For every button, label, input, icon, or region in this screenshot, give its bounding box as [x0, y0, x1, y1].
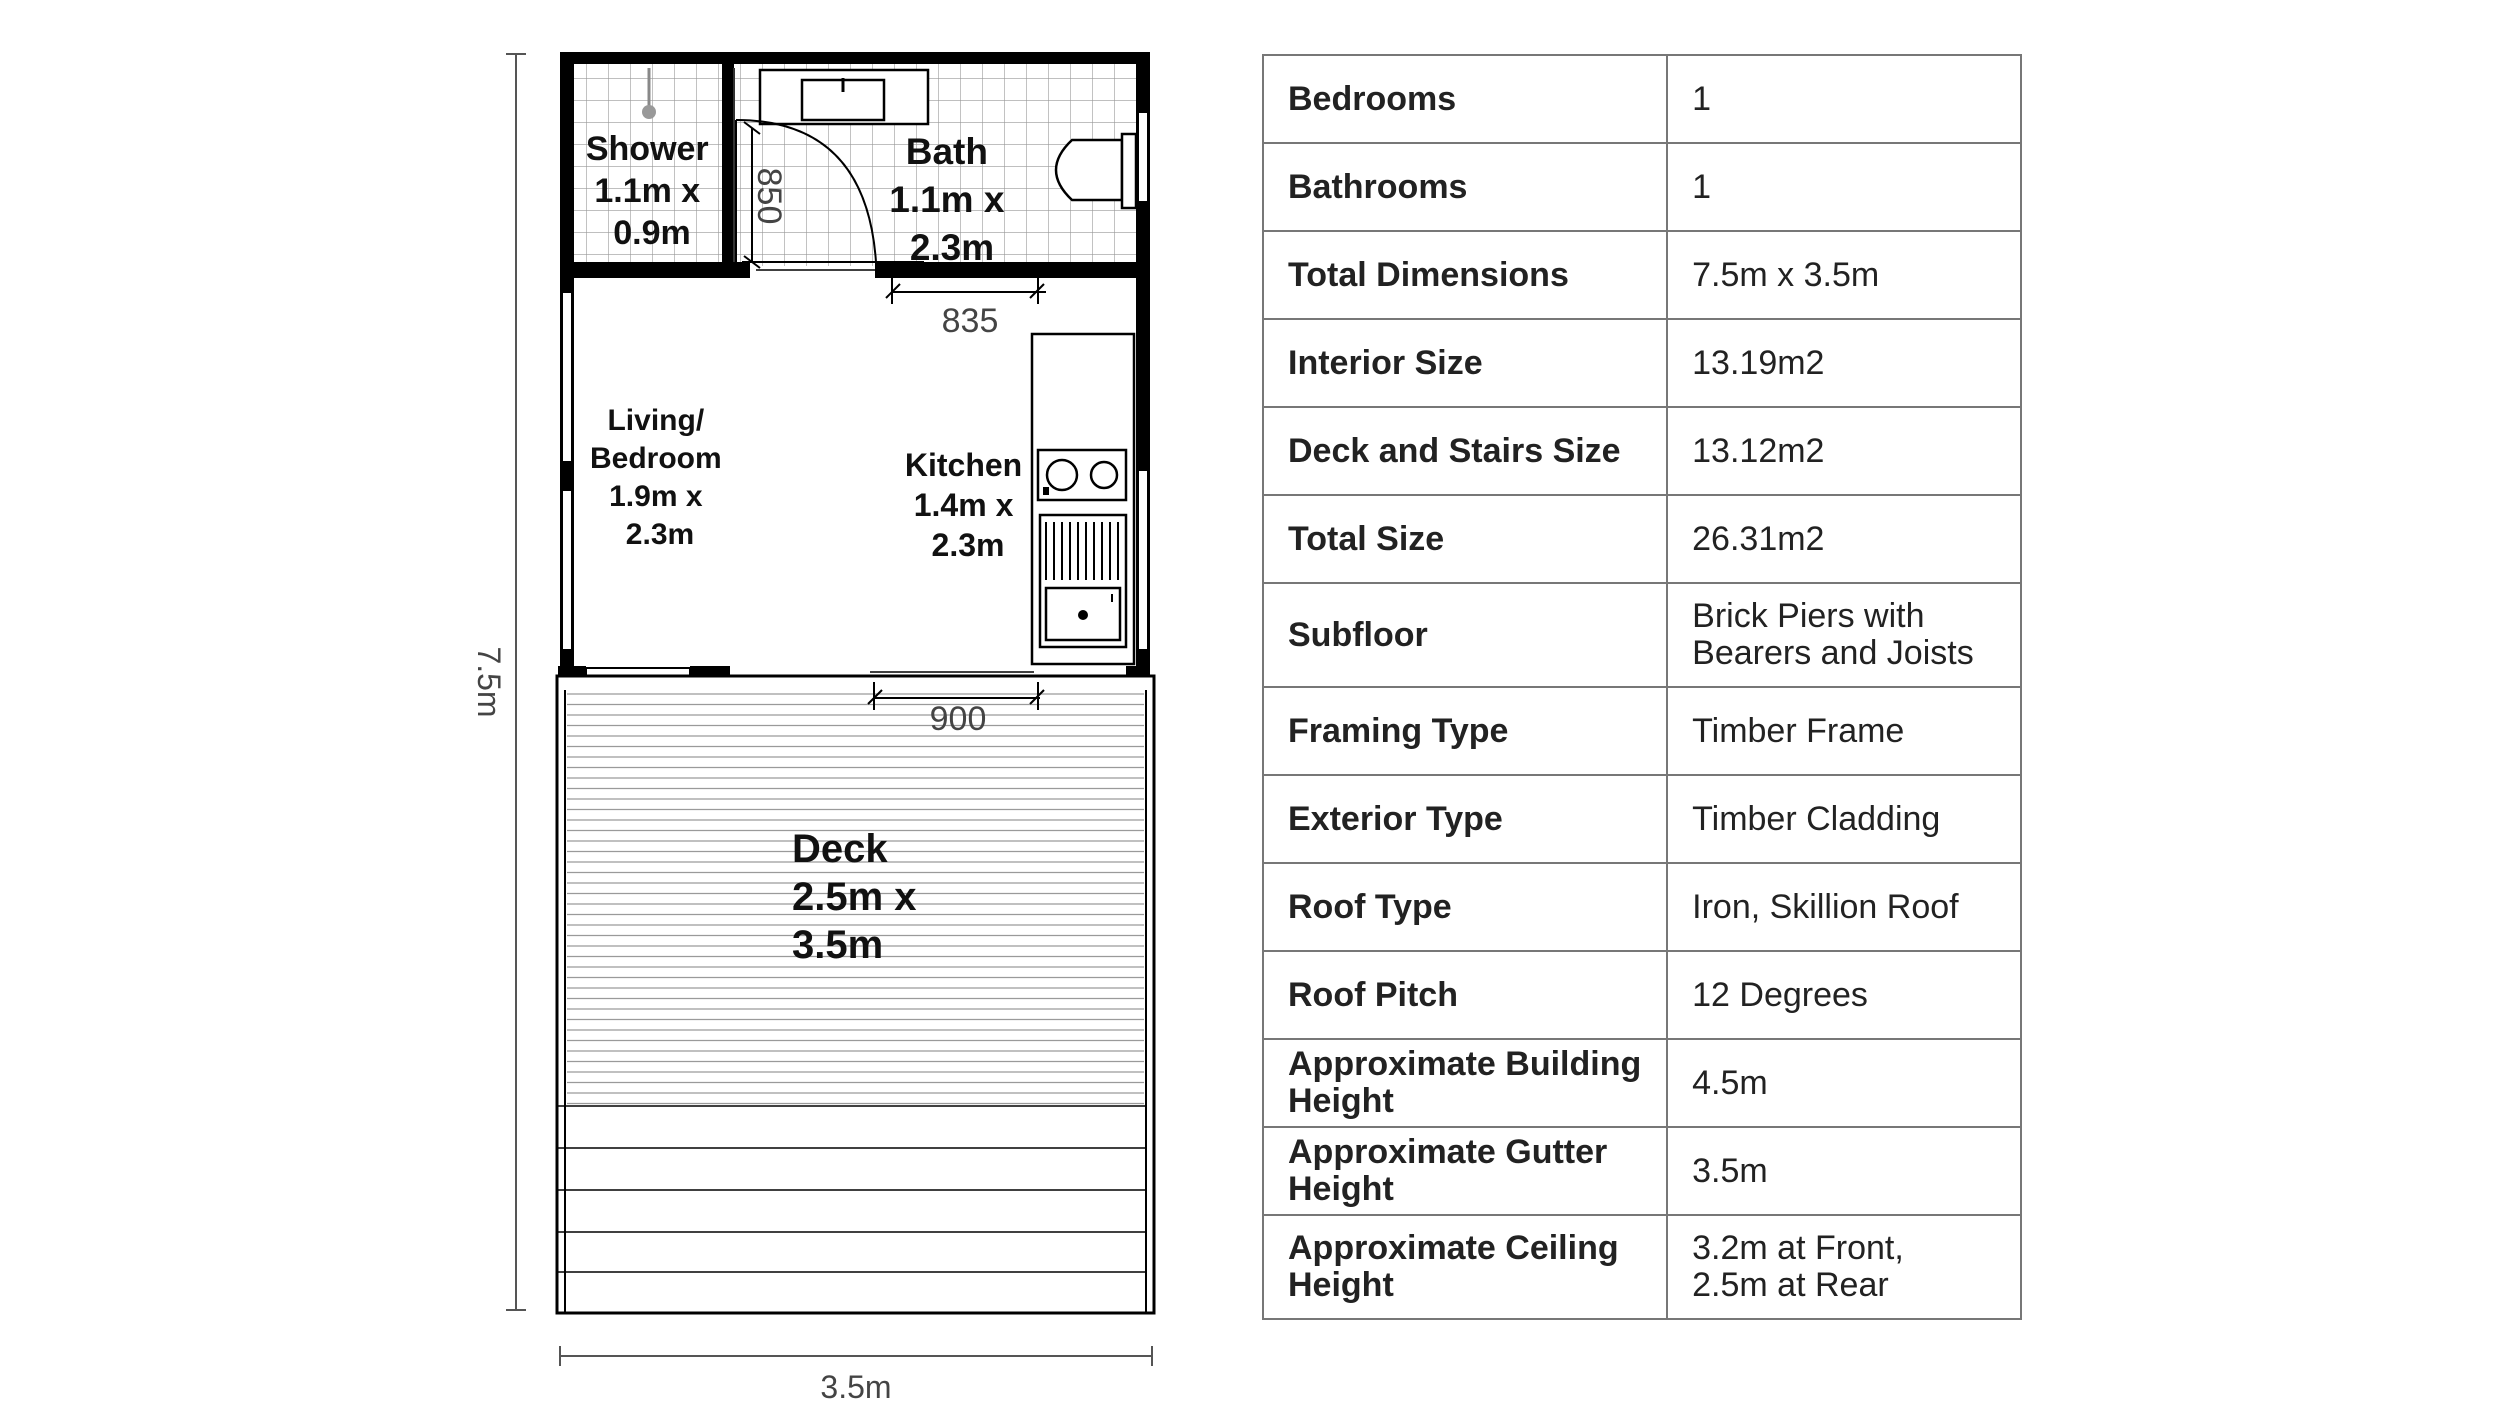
spec-row-total-dimensions	[1263, 231, 2021, 319]
spec-value: Timber Frame	[1667, 687, 2021, 775]
specifications-table	[1262, 54, 2022, 1320]
spec-value: 3.5m	[1667, 1127, 2021, 1215]
spec-row-roof-type	[1263, 863, 2021, 951]
door-dimension-850: 850	[750, 167, 788, 225]
spec-value: 13.12m2	[1667, 407, 2021, 495]
spec-label: Framing Type	[1263, 687, 1667, 775]
spec-label: Approximate Building Height	[1263, 1039, 1667, 1127]
spec-value: 4.5m	[1667, 1039, 2021, 1127]
basin-icon	[760, 70, 928, 124]
spec-row-framing-type	[1263, 687, 2021, 775]
spec-label: Bedrooms	[1263, 55, 1667, 143]
spec-label: Deck and Stairs Size	[1263, 407, 1667, 495]
spec-label: Total Size	[1263, 495, 1667, 583]
deck-label: Deck 2.5m x 3.5m	[792, 827, 917, 967]
spec-value: Brick Piers with Bearers and Joists	[1667, 583, 2021, 687]
kitchen-label: Kitchen 1.4m x 2.3m	[904, 447, 1023, 563]
overall-width-dimension: 3.5m	[820, 1369, 892, 1405]
spec-value: 1	[1667, 143, 2021, 231]
kitchen-sink-icon	[1040, 515, 1126, 647]
spec-label: Approximate Ceiling Height	[1263, 1215, 1667, 1319]
spec-row-bedrooms	[1263, 55, 2021, 143]
spec-row-ceiling-height	[1263, 1215, 2021, 1319]
overall-height-dimension: 7.5m	[471, 646, 507, 718]
spec-value: 3.2m at Front, 2.5m at Rear	[1667, 1215, 2021, 1319]
spec-row-gutter-height	[1263, 1127, 2021, 1215]
spec-value: 12 Degrees	[1667, 951, 2021, 1039]
spec-value: 13.19m2	[1667, 319, 2021, 407]
spec-row-total-size	[1263, 495, 2021, 583]
spec-label: Interior Size	[1263, 319, 1667, 407]
shower-label: Shower 1.1m x 0.9m	[585, 130, 709, 252]
door-dimension-900: 900	[929, 700, 987, 738]
spec-row-roof-pitch	[1263, 951, 2021, 1039]
spec-row-building-height	[1263, 1039, 2021, 1127]
spec-value: 7.5m x 3.5m	[1667, 231, 2021, 319]
spec-row-interior-size	[1263, 319, 2021, 407]
spec-label: Exterior Type	[1263, 775, 1667, 863]
living-bedroom-label: Living/ Bedroom 1.9m x 2.3m	[589, 404, 722, 551]
spec-label: Total Dimensions	[1263, 231, 1667, 319]
spec-label: Approximate Gutter Height	[1263, 1127, 1667, 1215]
spec-value: 26.31m2	[1667, 495, 2021, 583]
spec-label: Subfloor	[1263, 583, 1667, 687]
spec-label: Bathrooms	[1263, 143, 1667, 231]
spec-label: Roof Pitch	[1263, 951, 1667, 1039]
toilet-icon	[1056, 134, 1136, 208]
deck	[557, 676, 1154, 1313]
floor-plan	[0, 0, 1240, 1417]
cooktop-icon	[1038, 450, 1126, 500]
door-dimension-835: 835	[941, 302, 999, 340]
spec-row-subfloor	[1263, 583, 2021, 687]
spec-row-bathrooms	[1263, 143, 2021, 231]
spec-row-deck-stairs-size	[1263, 407, 2021, 495]
spec-value: Timber Cladding	[1667, 775, 2021, 863]
spec-value: 1	[1667, 55, 2021, 143]
spec-value: Iron, Skillion Roof	[1667, 863, 2021, 951]
bath-label: Bath 1.1m x 2.3m	[889, 131, 1005, 268]
spec-row-exterior-type	[1263, 775, 2021, 863]
spec-label: Roof Type	[1263, 863, 1667, 951]
